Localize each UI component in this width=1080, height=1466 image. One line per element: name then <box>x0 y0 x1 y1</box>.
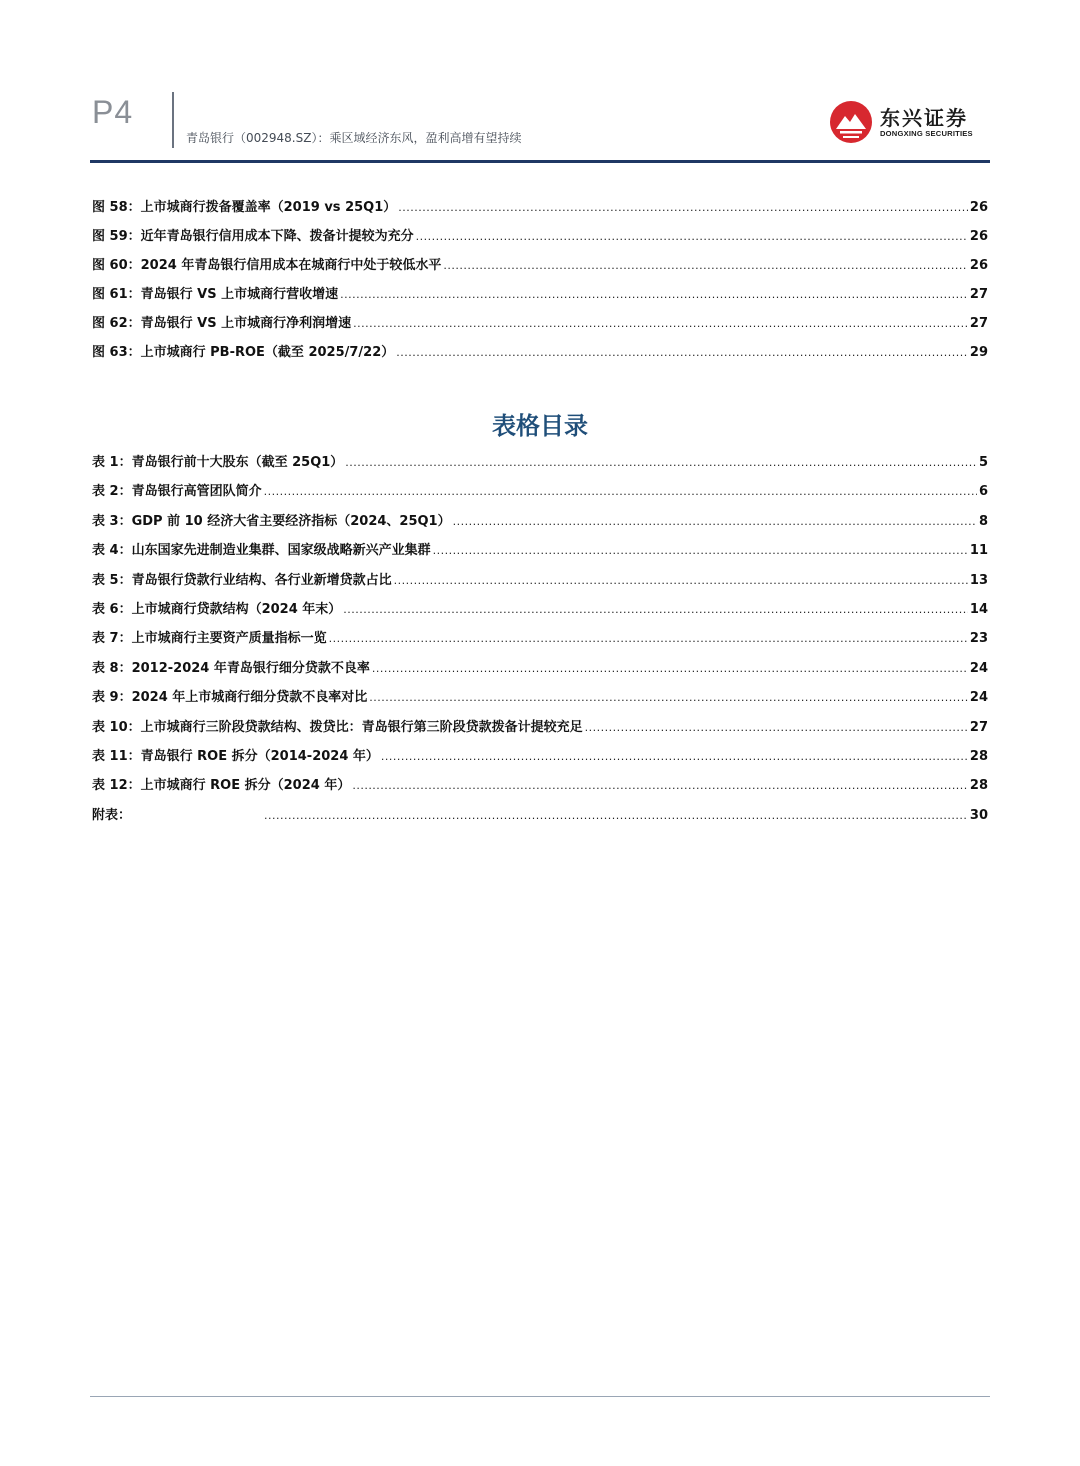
toc-label: 表 3： <box>92 513 132 529</box>
toc-page-number: 28 <box>969 748 988 764</box>
toc-title: 2024 年上市城商行细分贷款不良率对比 <box>131 690 368 706</box>
toc-page-number: 13 <box>969 572 988 588</box>
page-number: P4 <box>92 94 134 130</box>
toc-title: 上市城商行主要资产质量指标一览 <box>131 631 327 647</box>
toc-title: GDP 前 10 经济大省主要经济指标（2024、25Q1） <box>131 513 451 529</box>
toc-title: 2012-2024 年青岛银行细分贷款不良率 <box>131 660 370 676</box>
toc-label: 表 2： <box>92 484 132 500</box>
toc-row[interactable] <box>92 451 988 480</box>
toc-row[interactable] <box>92 716 988 745</box>
toc-leader-dots <box>453 515 977 528</box>
toc-leader-dots <box>396 346 968 359</box>
toc-title: 青岛银行前十大股东（截至 25Q1） <box>131 455 344 470</box>
toc-row[interactable] <box>92 510 988 539</box>
toc-page-number: 28 <box>969 778 988 794</box>
toc-page-number: 5 <box>978 455 988 470</box>
toc-label: 表 12： <box>92 778 141 794</box>
toc-leader-dots <box>433 544 968 557</box>
brand-logo <box>828 99 988 145</box>
toc-page-number: 8 <box>978 513 988 529</box>
toc-leader-dots <box>264 809 968 822</box>
toc-page-number: 6 <box>978 484 988 500</box>
footer-rule <box>90 1396 990 1397</box>
toc-leader-dots <box>264 485 977 498</box>
toc-title: 山东国家先进制造业集群、国家级战略新兴产业集群 <box>131 543 431 559</box>
toc-page-number: 26 <box>969 229 988 244</box>
toc-leader-dots <box>369 691 968 704</box>
tables-toc-heading: 表格目录 <box>492 412 588 440</box>
toc-leader-dots <box>329 632 968 645</box>
toc-label: 附表： <box>92 807 132 823</box>
toc-row[interactable] <box>92 745 988 774</box>
toc-label: 表 8： <box>92 660 132 676</box>
figures-toc <box>92 196 988 370</box>
toc-title: 青岛银行 ROE 拆分（2014-2024 年） <box>140 748 379 764</box>
toc-leader-dots <box>340 288 968 301</box>
toc-title: 上市城商行三阶段贷款结构、拨贷比：青岛银行第三阶段贷款拨备计提较充足 <box>140 719 583 735</box>
toc-leader-dots <box>416 230 968 243</box>
toc-title: 青岛银行 VS 上市城商行营收增速 <box>140 287 339 302</box>
toc-label: 表 10： <box>92 719 141 735</box>
toc-row[interactable] <box>92 774 988 803</box>
toc-title: 青岛银行 VS 上市城商行净利润增速 <box>140 316 352 331</box>
toc-leader-dots <box>443 259 968 272</box>
toc-title: 上市城商行拨备覆盖率（2019 vs 25Q1） <box>140 200 397 215</box>
toc-row[interactable] <box>92 341 988 370</box>
dongxing-logo-icon <box>828 99 874 145</box>
toc-label: 表 4： <box>92 543 132 559</box>
toc-page-number: 29 <box>969 345 988 360</box>
toc-page-number: 26 <box>969 200 988 215</box>
toc-row[interactable] <box>92 569 988 598</box>
toc-page-number: 27 <box>969 316 988 331</box>
toc-label: 图 58： <box>92 200 141 215</box>
toc-title: 2024 年青岛银行信用成本在城商行中处于较低水平 <box>140 258 442 273</box>
toc-row[interactable] <box>92 225 988 254</box>
toc-page-number: 23 <box>969 631 988 647</box>
toc-page-number: 14 <box>969 601 988 617</box>
toc-row[interactable] <box>92 657 988 686</box>
toc-label: 图 61： <box>92 287 141 302</box>
toc-page-number: 30 <box>969 807 988 823</box>
toc-page-number: 27 <box>969 719 988 735</box>
logo-name-en: DONGXING SECURITIES <box>880 129 973 138</box>
toc-page-number: 26 <box>969 258 988 273</box>
toc-label: 图 60： <box>92 258 141 273</box>
toc-row[interactable] <box>92 196 988 225</box>
toc-title: 青岛银行贷款行业结构、各行业新增贷款占比 <box>131 572 392 588</box>
toc-leader-dots <box>398 201 968 214</box>
toc-title: 青岛银行高管团队简介 <box>131 484 262 500</box>
toc-label: 图 63： <box>92 345 141 360</box>
toc-label: 图 59： <box>92 229 141 244</box>
toc-page-number: 24 <box>969 690 988 706</box>
toc-leader-dots <box>343 603 968 616</box>
toc-label: 图 62： <box>92 316 141 331</box>
toc-title: 上市城商行 PB-ROE（截至 2025/7/22） <box>140 345 395 360</box>
toc-leader-dots <box>353 317 968 330</box>
toc-title: 上市城商行 ROE 拆分（2024 年） <box>140 778 351 794</box>
toc-row[interactable] <box>92 686 988 715</box>
toc-label: 表 1： <box>92 455 132 470</box>
toc-label: 表 7： <box>92 631 132 647</box>
toc-row[interactable] <box>92 598 988 627</box>
toc-row[interactable] <box>92 283 988 312</box>
toc-page-number: 11 <box>969 543 988 559</box>
toc-leader-dots <box>352 779 968 792</box>
tables-toc <box>92 451 988 833</box>
toc-row[interactable] <box>92 627 988 656</box>
toc-leader-dots <box>372 662 968 675</box>
toc-leader-dots <box>345 456 977 469</box>
toc-leader-dots <box>394 574 968 587</box>
toc-row[interactable] <box>92 254 988 283</box>
toc-row[interactable] <box>92 804 988 833</box>
toc-row[interactable] <box>92 312 988 341</box>
logo-name-cn: 东兴证券 <box>880 106 968 130</box>
header-divider <box>172 92 174 148</box>
toc-label: 表 11： <box>92 748 141 764</box>
toc-leader-dots <box>585 721 968 734</box>
toc-label: 表 6： <box>92 601 132 617</box>
toc-label: 表 5： <box>92 572 132 588</box>
toc-row[interactable] <box>92 480 988 509</box>
toc-title: 近年青岛银行信用成本下降、拨备计提较为充分 <box>140 229 414 244</box>
toc-label: 表 9： <box>92 690 132 706</box>
toc-leader-dots <box>381 750 968 763</box>
toc-row[interactable] <box>92 539 988 568</box>
report-title: 青岛银行（002948.SZ）：乘区域经济东风，盈利高增有望持续 <box>186 131 522 145</box>
toc-page-number: 27 <box>969 287 988 302</box>
toc-page-number: 24 <box>969 660 988 676</box>
toc-title: 上市城商行贷款结构（2024 年末） <box>131 601 342 617</box>
header-rule <box>90 160 990 163</box>
